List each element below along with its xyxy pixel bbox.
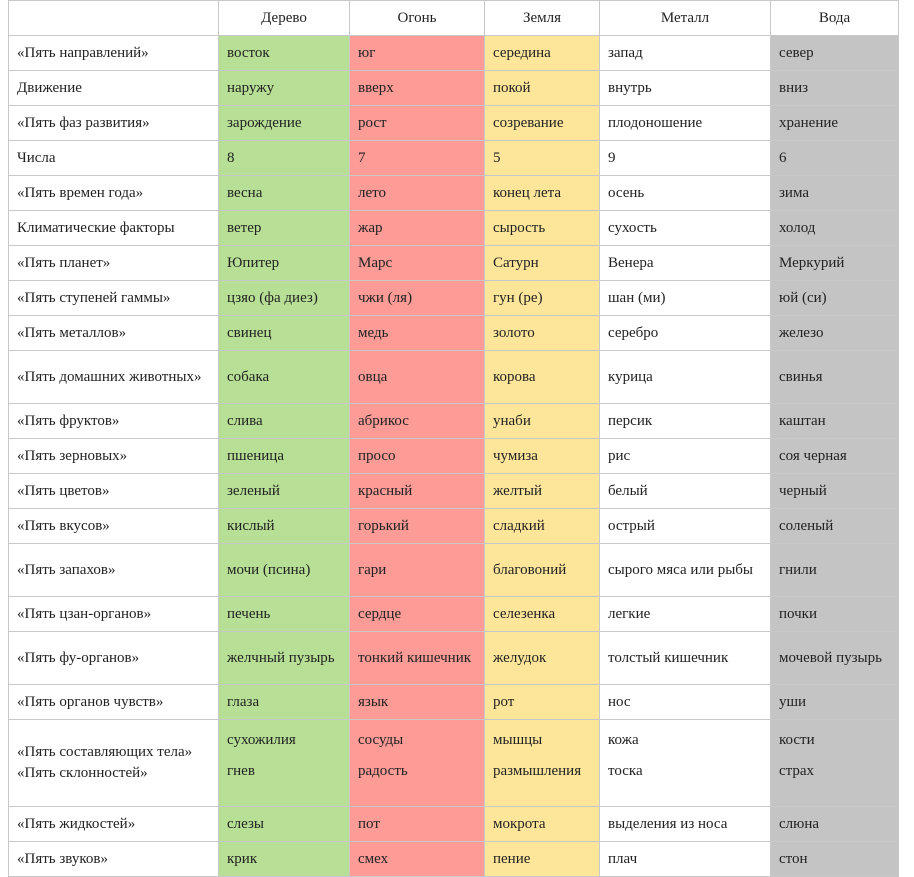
cell-water: стон: [771, 842, 899, 877]
cell-metal: острый: [600, 509, 771, 544]
row-label: «Пять металлов»: [9, 316, 219, 351]
cell-earth: [485, 720, 600, 807]
cell-water: юй (си): [771, 281, 899, 316]
cell-metal: курица: [600, 351, 771, 404]
header-row: [9, 1, 899, 36]
cell-water: гнили: [771, 544, 899, 597]
row-label-line: «Пять склонностей»: [17, 765, 148, 781]
cell-fire: жар: [350, 211, 485, 246]
cell-wood: [219, 720, 350, 807]
cell-fire: юг: [350, 36, 485, 71]
cell-wood: слива: [219, 404, 350, 439]
row-label: Движение: [9, 71, 219, 106]
cell-earth: середина: [485, 36, 600, 71]
cell-metal: 9: [600, 141, 771, 176]
row-label: «Пять цветов»: [9, 474, 219, 509]
cell-line: сосуды: [358, 732, 404, 748]
cell-metal: внутрь: [600, 71, 771, 106]
cell-fire: чжи (ля): [350, 281, 485, 316]
row-label: [9, 720, 219, 807]
cell-fire: гари: [350, 544, 485, 597]
row-label: «Пять фаз развития»: [9, 106, 219, 141]
header-corner: [9, 1, 219, 36]
cell-earth: чумиза: [485, 439, 600, 474]
row-label: «Пять звуков»: [9, 842, 219, 877]
cell-line: гнев: [227, 763, 255, 779]
header-wood: Дерево: [219, 1, 350, 36]
table-body: [9, 1, 899, 877]
cell-water: север: [771, 36, 899, 71]
cell-fire: овца: [350, 351, 485, 404]
cell-earth: благовоний: [485, 544, 600, 597]
table-row: [9, 632, 899, 685]
table-row: [9, 316, 899, 351]
cell-wood: глаза: [219, 685, 350, 720]
cell-metal: персик: [600, 404, 771, 439]
row-label: «Пять вкусов»: [9, 509, 219, 544]
cell-earth: унаби: [485, 404, 600, 439]
cell-metal: толстый кишечник: [600, 632, 771, 685]
cell-earth: гун (ре): [485, 281, 600, 316]
table-row: [9, 439, 899, 474]
table-row: [9, 597, 899, 632]
cell-earth: селезенка: [485, 597, 600, 632]
cell-earth: рот: [485, 685, 600, 720]
cell-earth: корова: [485, 351, 600, 404]
cell-fire: просо: [350, 439, 485, 474]
cell-wood: слезы: [219, 807, 350, 842]
cell-wood: желчный пузырь: [219, 632, 350, 685]
table-row: [9, 404, 899, 439]
cell-wood: цзяо (фа диез): [219, 281, 350, 316]
cell-water: Меркурий: [771, 246, 899, 281]
cell-wood: Юпитер: [219, 246, 350, 281]
row-label: «Пять фруктов»: [9, 404, 219, 439]
cell-line: страх: [779, 763, 815, 779]
cell-fire: язык: [350, 685, 485, 720]
table-row: [9, 685, 899, 720]
row-label: Числа: [9, 141, 219, 176]
cell-metal: плодоношение: [600, 106, 771, 141]
cell-water: холод: [771, 211, 899, 246]
table-row: [9, 36, 899, 71]
row-label: «Пять жидкостей»: [9, 807, 219, 842]
cell-fire: сердце: [350, 597, 485, 632]
cell-metal: сухость: [600, 211, 771, 246]
cell-wood: зеленый: [219, 474, 350, 509]
row-label-line: «Пять составляющих тела»: [17, 744, 193, 760]
cell-wood: мочи (псина): [219, 544, 350, 597]
cell-water: хранение: [771, 106, 899, 141]
table-row: [9, 474, 899, 509]
cell-metal: рис: [600, 439, 771, 474]
cell-line: сухожилия: [227, 732, 296, 748]
cell-water: черный: [771, 474, 899, 509]
cell-wood: кислый: [219, 509, 350, 544]
cell-earth: сырость: [485, 211, 600, 246]
cell-line: кости: [779, 732, 815, 748]
table-row: [9, 807, 899, 842]
row-label: «Пять фу-органов»: [9, 632, 219, 685]
cell-water: зима: [771, 176, 899, 211]
cell-metal: нос: [600, 685, 771, 720]
table-row: [9, 509, 899, 544]
table-row: [9, 281, 899, 316]
cell-wood: свинец: [219, 316, 350, 351]
row-label: «Пять планет»: [9, 246, 219, 281]
row-label: Климатические факторы: [9, 211, 219, 246]
cell-wood: крик: [219, 842, 350, 877]
cell-fire: вверх: [350, 71, 485, 106]
cell-wood: зарождение: [219, 106, 350, 141]
cell-line: мышцы: [493, 732, 543, 748]
cell-wood: печень: [219, 597, 350, 632]
table-row: [9, 106, 899, 141]
cell-fire: Марс: [350, 246, 485, 281]
cell-fire: красный: [350, 474, 485, 509]
header-earth: Земля: [485, 1, 600, 36]
cell-fire: [350, 720, 485, 807]
table-row: [9, 351, 899, 404]
row-label: «Пять ступеней гаммы»: [9, 281, 219, 316]
cell-metal: плач: [600, 842, 771, 877]
cell-wood: весна: [219, 176, 350, 211]
cell-water: слюна: [771, 807, 899, 842]
cell-fire: смех: [350, 842, 485, 877]
cell-metal: [600, 720, 771, 807]
row-label: «Пять органов чувств»: [9, 685, 219, 720]
cell-water: мочевой пузырь: [771, 632, 899, 685]
cell-metal: серебро: [600, 316, 771, 351]
cell-water: [771, 720, 899, 807]
row-label: «Пять запахов»: [9, 544, 219, 597]
cell-metal: выделения из носа: [600, 807, 771, 842]
table-row: [9, 211, 899, 246]
cell-wood: ветер: [219, 211, 350, 246]
cell-metal: сырого мяса или рыбы: [600, 544, 771, 597]
table-row: [9, 544, 899, 597]
cell-fire: рост: [350, 106, 485, 141]
cell-water: соленый: [771, 509, 899, 544]
cell-metal: Венера: [600, 246, 771, 281]
cell-wood: собака: [219, 351, 350, 404]
cell-water: 6: [771, 141, 899, 176]
cell-metal: легкие: [600, 597, 771, 632]
cell-fire: горький: [350, 509, 485, 544]
table-row: [9, 71, 899, 106]
cell-water: почки: [771, 597, 899, 632]
row-label: «Пять зерновых»: [9, 439, 219, 474]
cell-metal: шан (ми): [600, 281, 771, 316]
cell-fire: лето: [350, 176, 485, 211]
cell-earth: 5: [485, 141, 600, 176]
five-elements-table: [8, 0, 899, 877]
row-label: «Пять направлений»: [9, 36, 219, 71]
cell-earth: сладкий: [485, 509, 600, 544]
row-label: «Пять времен года»: [9, 176, 219, 211]
table-row: [9, 842, 899, 877]
table-row: [9, 246, 899, 281]
table-row: [9, 176, 899, 211]
cell-line: кожа: [608, 732, 639, 748]
table-row: [9, 720, 899, 807]
cell-earth: золото: [485, 316, 600, 351]
cell-earth: мокрота: [485, 807, 600, 842]
cell-earth: конец лета: [485, 176, 600, 211]
cell-line: радость: [358, 763, 408, 779]
cell-water: уши: [771, 685, 899, 720]
cell-wood: 8: [219, 141, 350, 176]
five-elements-table-wrapper: [8, 0, 899, 877]
cell-water: железо: [771, 316, 899, 351]
row-label: «Пять домашних животных»: [9, 351, 219, 404]
cell-fire: 7: [350, 141, 485, 176]
cell-fire: пот: [350, 807, 485, 842]
cell-earth: созревание: [485, 106, 600, 141]
cell-fire: абрикос: [350, 404, 485, 439]
table-row: [9, 141, 899, 176]
cell-metal: белый: [600, 474, 771, 509]
cell-earth: пение: [485, 842, 600, 877]
cell-wood: восток: [219, 36, 350, 71]
row-label: «Пять цзан-органов»: [9, 597, 219, 632]
header-water: Вода: [771, 1, 899, 36]
cell-fire: тонкий кишечник: [350, 632, 485, 685]
cell-earth: желтый: [485, 474, 600, 509]
cell-metal: запад: [600, 36, 771, 71]
header-fire: Огонь: [350, 1, 485, 36]
cell-water: каштан: [771, 404, 899, 439]
cell-wood: наружу: [219, 71, 350, 106]
cell-earth: покой: [485, 71, 600, 106]
cell-metal: осень: [600, 176, 771, 211]
cell-line: размышления: [493, 763, 582, 779]
cell-line: тоска: [608, 763, 643, 779]
header-metal: Металл: [600, 1, 771, 36]
cell-water: соя черная: [771, 439, 899, 474]
cell-water: свинья: [771, 351, 899, 404]
cell-earth: желудок: [485, 632, 600, 685]
cell-wood: пшеница: [219, 439, 350, 474]
cell-earth: Сатурн: [485, 246, 600, 281]
cell-water: вниз: [771, 71, 899, 106]
cell-fire: медь: [350, 316, 485, 351]
